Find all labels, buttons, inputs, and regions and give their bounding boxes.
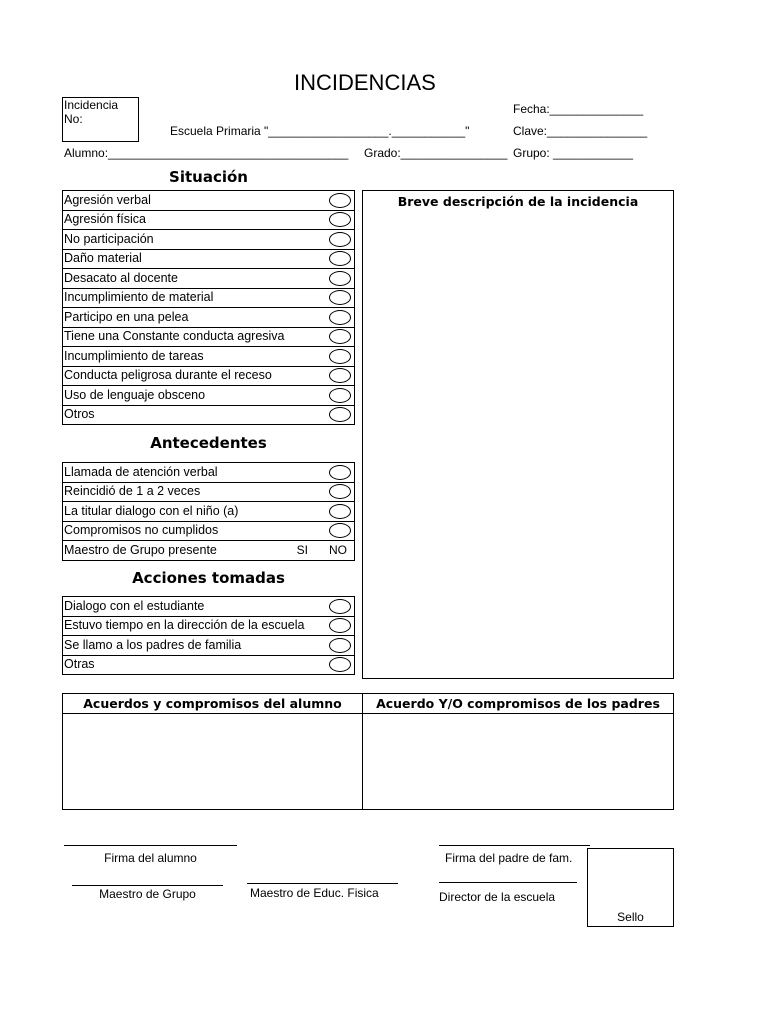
situacion-item-checkbox-cell <box>326 249 355 269</box>
acciones-item-row <box>63 597 355 617</box>
acuerdos-padres-heading: Acuerdo Y/O compromisos de los padres <box>363 694 673 714</box>
acciones-item-checkbox-cell <box>326 636 355 656</box>
antecedentes-item-label: Llamada de atención verbal <box>63 463 327 483</box>
circle-checkbox-icon[interactable] <box>329 232 351 247</box>
antecedentes-item-row <box>63 502 355 522</box>
antecedentes-heading: Antecedentes <box>150 434 267 452</box>
situacion-heading: Situación <box>169 168 248 186</box>
educ-fisica-label: Maestro de Educ. Fisica <box>250 886 379 900</box>
circle-checkbox-icon[interactable] <box>329 368 351 383</box>
circle-checkbox-icon[interactable] <box>329 290 351 305</box>
circle-checkbox-icon[interactable] <box>329 388 351 403</box>
situacion-item-checkbox-cell <box>326 210 355 230</box>
situacion-item-row <box>63 366 355 386</box>
acuerdos-padres-box[interactable] <box>362 693 674 810</box>
situacion-item-label: Tiene una Constante conducta agresiva <box>63 327 327 347</box>
situacion-item-checkbox-cell <box>326 191 355 211</box>
situacion-item-label: Conducta peligrosa durante el receso <box>63 366 327 386</box>
circle-checkbox-icon[interactable] <box>329 329 351 344</box>
situacion-item-checkbox-cell <box>326 347 355 367</box>
situacion-item-checkbox-cell <box>326 288 355 308</box>
descripcion-box[interactable] <box>362 190 674 679</box>
sello-label: Sello <box>617 910 644 924</box>
circle-checkbox-icon[interactable] <box>329 618 351 633</box>
circle-checkbox-icon[interactable] <box>329 484 351 499</box>
acciones-item-label: Se llamo a los padres de familia <box>63 636 327 656</box>
grado-field[interactable]: Grado:________________ <box>364 146 508 160</box>
director-label: Director de la escuela <box>439 890 556 904</box>
fecha-field[interactable]: Fecha:______________ <box>513 102 644 116</box>
situacion-item-label: Incumplimiento de material <box>63 288 327 308</box>
circle-checkbox-icon[interactable] <box>329 212 351 227</box>
acciones-item-checkbox-cell <box>326 655 355 675</box>
acciones-item-checkbox-cell <box>326 616 355 636</box>
situacion-item-label: Participo en una pelea <box>63 308 327 328</box>
no-option[interactable]: NO <box>329 542 347 557</box>
situacion-item-row <box>63 210 355 230</box>
antecedentes-item-row <box>63 521 355 541</box>
circle-checkbox-icon[interactable] <box>329 349 351 364</box>
maestro-grupo-line <box>72 885 223 886</box>
situacion-item-row <box>63 191 355 211</box>
situacion-item-checkbox-cell <box>326 405 355 425</box>
situacion-item-row <box>63 347 355 367</box>
situacion-item-row <box>63 327 355 347</box>
situacion-item-checkbox-cell <box>326 327 355 347</box>
antecedentes-item-row <box>63 482 355 502</box>
situacion-item-label: Desacato al docente <box>63 269 327 289</box>
antecedentes-table <box>62 462 355 561</box>
situacion-item-row <box>63 386 355 406</box>
firma-alumno-label: Firma del alumno <box>104 851 197 865</box>
situacion-item-label: Daño material <box>63 249 327 269</box>
situacion-item-row <box>63 249 355 269</box>
situacion-item-label: Agresión verbal <box>63 191 327 211</box>
educ-fisica-line <box>247 883 398 884</box>
circle-checkbox-icon[interactable] <box>329 271 351 286</box>
acuerdos-alumno-heading: Acuerdos y compromisos del alumno <box>63 694 362 714</box>
antecedentes-item-checkbox-cell <box>326 521 355 541</box>
antecedentes-item-row <box>63 463 355 483</box>
situacion-item-row <box>63 288 355 308</box>
situacion-item-label: Uso de lenguaje obsceno <box>63 386 327 406</box>
situacion-item-row <box>63 308 355 328</box>
situacion-item-row <box>63 405 355 425</box>
circle-checkbox-icon[interactable] <box>329 523 351 538</box>
acciones-item-label: Otras <box>63 655 327 675</box>
situacion-item-checkbox-cell <box>326 386 355 406</box>
firma-alumno-line <box>64 845 237 846</box>
circle-checkbox-icon[interactable] <box>329 599 351 614</box>
circle-checkbox-icon[interactable] <box>329 251 351 266</box>
acciones-item-checkbox-cell <box>326 597 355 617</box>
incidencia-no-field[interactable] <box>62 97 139 142</box>
descripcion-heading: Breve descripción de la incidencia <box>397 194 639 209</box>
acciones-table <box>62 596 355 675</box>
firma-padre-line <box>439 845 590 846</box>
firma-padre-label: Firma del padre de fam. <box>445 851 573 865</box>
director-line <box>439 882 577 883</box>
alumno-field[interactable]: Alumno:____________________________________ <box>64 146 349 160</box>
maestro-grupo-label: Maestro de Grupo <box>99 887 196 901</box>
circle-checkbox-icon[interactable] <box>329 657 351 672</box>
antecedentes-item-checkbox-cell <box>326 482 355 502</box>
page-title: INCIDENCIAS <box>294 70 436 95</box>
situacion-item-checkbox-cell <box>326 366 355 386</box>
situacion-item-label: Agresión física <box>63 210 327 230</box>
antecedentes-item-label: Compromisos no cumplidos <box>63 521 327 541</box>
antecedentes-item-label: La titular dialogo con el niño (a) <box>63 502 327 522</box>
circle-checkbox-icon[interactable] <box>329 310 351 325</box>
situacion-table <box>62 190 355 425</box>
si-option[interactable]: SI <box>296 542 308 557</box>
antecedentes-item-checkbox-cell <box>326 502 355 522</box>
circle-checkbox-icon[interactable] <box>329 504 351 519</box>
sello-box[interactable] <box>587 848 674 927</box>
acuerdos-alumno-box[interactable] <box>62 693 363 810</box>
incidencia-no-label: Incidencia No: <box>64 98 119 126</box>
circle-checkbox-icon[interactable] <box>329 407 351 422</box>
acciones-heading: Acciones tomadas <box>132 569 285 587</box>
acciones-item-label: Estuvo tiempo en la dirección de la escuela <box>63 616 327 636</box>
circle-checkbox-icon[interactable] <box>329 193 351 208</box>
situacion-item-row <box>63 230 355 250</box>
maestro-presente-row <box>63 541 355 561</box>
situacion-item-checkbox-cell <box>326 308 355 328</box>
situacion-item-label: Otros <box>63 405 327 425</box>
antecedentes-item-checkbox-cell <box>326 463 355 483</box>
acciones-item-row <box>63 636 355 656</box>
acciones-item-row <box>63 655 355 675</box>
situacion-item-checkbox-cell <box>326 269 355 289</box>
acciones-item-row <box>63 616 355 636</box>
clave-field[interactable]: Clave:_______________ <box>513 124 648 138</box>
antecedentes-item-label: Reincidió de 1 a 2 veces <box>63 482 327 502</box>
circle-checkbox-icon[interactable] <box>329 638 351 653</box>
situacion-item-label: No participación <box>63 230 327 250</box>
maestro-presente-label: Maestro de Grupo presente <box>64 542 217 557</box>
situacion-item-checkbox-cell <box>326 230 355 250</box>
situacion-item-row <box>63 269 355 289</box>
acciones-item-label: Dialogo con el estudiante <box>63 597 327 617</box>
circle-checkbox-icon[interactable] <box>329 465 351 480</box>
situacion-item-label: Incumplimiento de tareas <box>63 347 327 367</box>
grupo-field[interactable]: Grupo: ____________ <box>513 146 634 160</box>
escuela-field[interactable]: Escuela Primaria "__________________.___________" <box>170 124 470 138</box>
